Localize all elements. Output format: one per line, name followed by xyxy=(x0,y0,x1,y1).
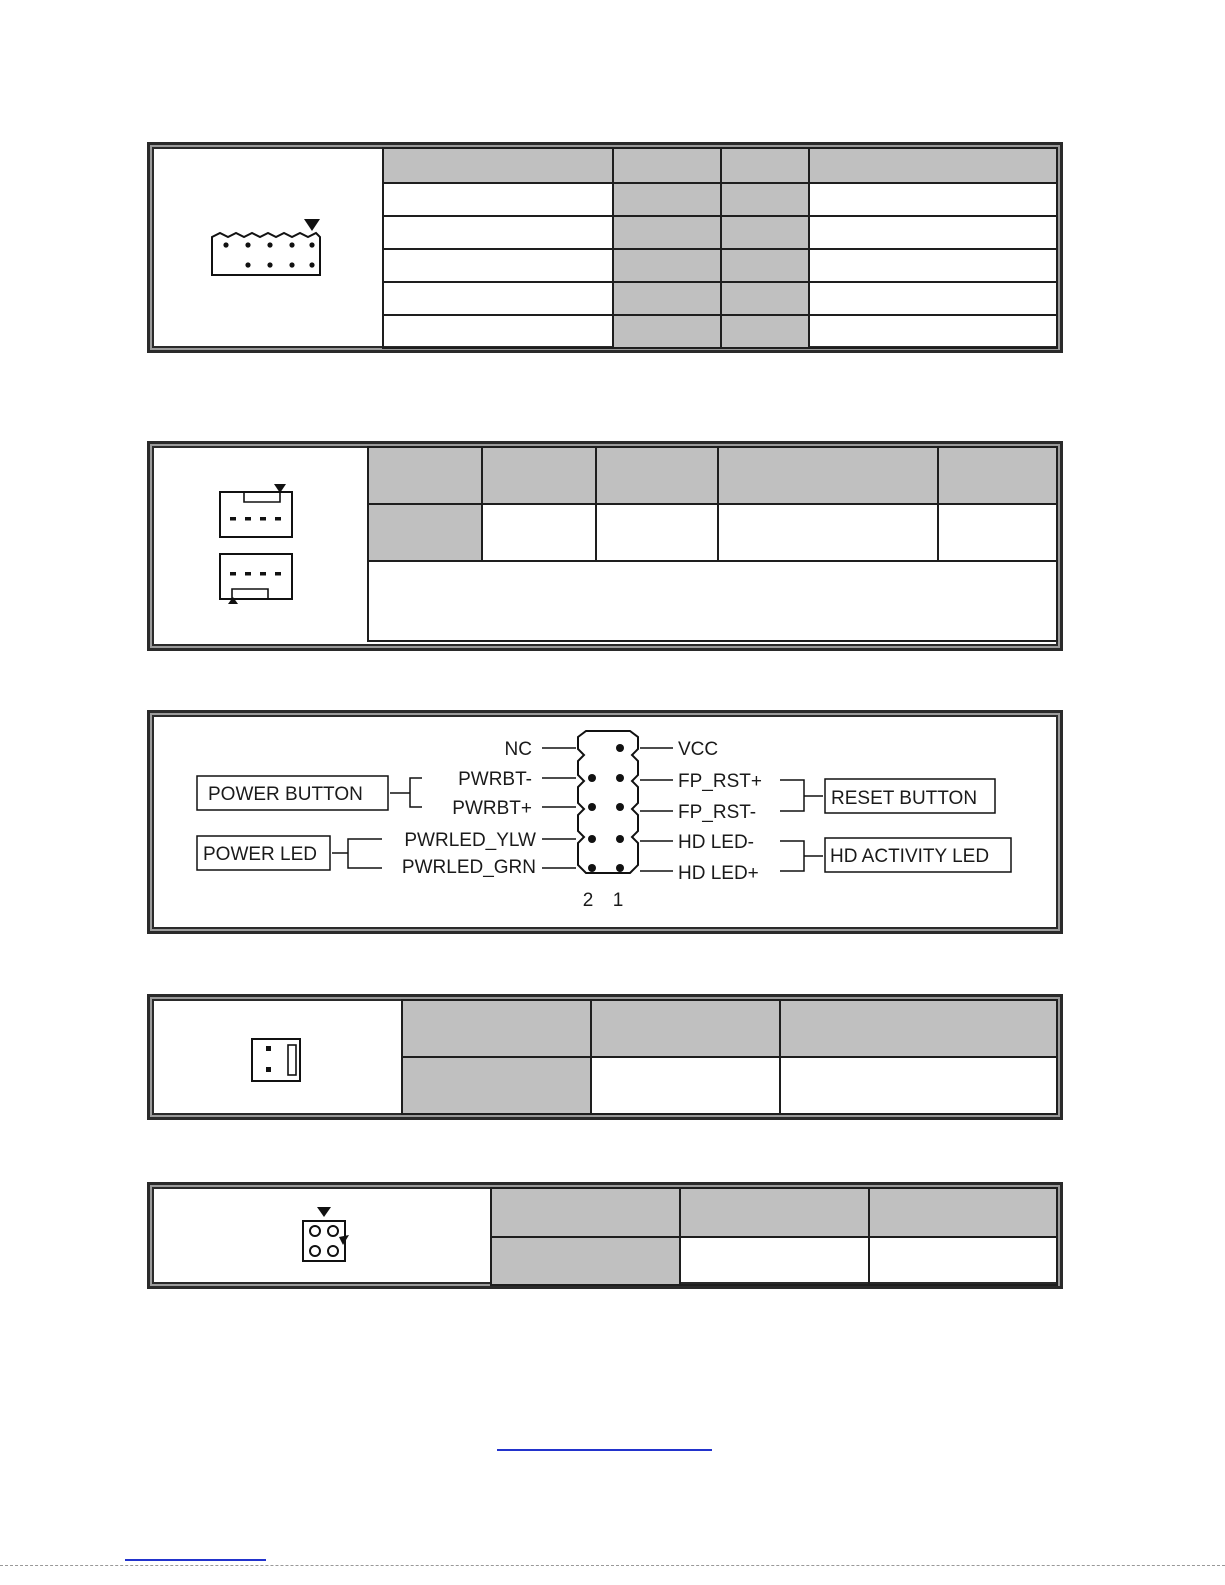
header-table-box-5 xyxy=(147,1182,1063,1289)
pin-label-pwrbt-plus: PWRBT+ xyxy=(452,798,532,819)
reset-button-label: RESET BUTTON xyxy=(831,788,978,809)
hd-activity-led-label: HD ACTIVITY LED xyxy=(830,846,990,867)
pin-header-outline xyxy=(578,731,638,873)
pin-label-hd-led-plus: HD LED+ xyxy=(678,863,759,884)
pin-label-pwrled-ylw: PWRLED_YLW xyxy=(404,830,536,851)
footer-rule xyxy=(125,1559,266,1561)
header-table-box-1 xyxy=(147,142,1063,353)
pin-label-pwrled-grn: PWRLED_GRN xyxy=(401,857,536,878)
front-panel-diagram xyxy=(150,713,1060,931)
pin-1 xyxy=(616,744,624,752)
ten-pin-header-icon xyxy=(206,217,324,279)
power-button-label: POWER BUTTON xyxy=(208,784,363,805)
front-panel-diagram-box xyxy=(147,710,1063,934)
pin-number-2: 2 xyxy=(582,890,594,911)
pin-label-fp-rst-minus: FP_RST- xyxy=(678,802,757,823)
jumper-table-4 xyxy=(401,999,1058,1115)
footer-link[interactable] xyxy=(497,1449,712,1451)
pin-label-pwrbt-minus: PWRBT- xyxy=(458,769,532,790)
page-break-line xyxy=(0,1565,1225,1566)
header-pin-table-1 xyxy=(382,147,1058,349)
power-led-label: POWER LED xyxy=(203,844,318,865)
four-pin-connector-icon xyxy=(218,482,298,604)
pin-label-fp-rst-plus: FP_RST+ xyxy=(678,771,762,792)
pin-label-vcc: VCC xyxy=(678,739,719,760)
connector-table-2 xyxy=(367,446,1058,642)
three-pin-jumper-icon xyxy=(295,1205,351,1269)
pin-label-nc: NC xyxy=(504,739,532,760)
pin-number-1: 1 xyxy=(612,890,624,911)
jumper-table-5 xyxy=(490,1187,1058,1286)
header-table-box-4 xyxy=(147,994,1063,1120)
two-pin-jumper-icon xyxy=(248,1035,308,1087)
header-table-box-2 xyxy=(147,441,1063,651)
pin-label-hd-led-minus: HD LED- xyxy=(678,832,755,853)
